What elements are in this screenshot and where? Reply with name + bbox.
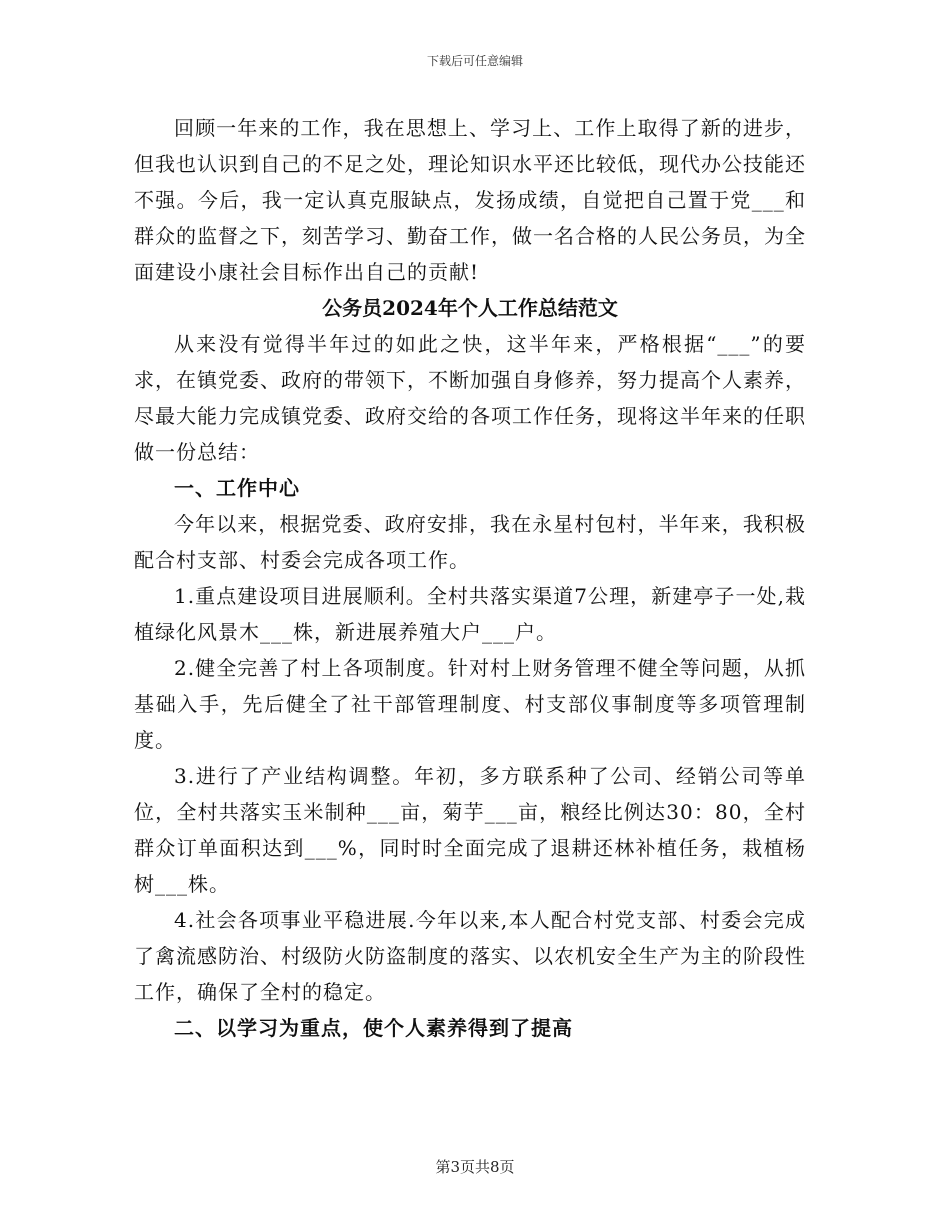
paragraph-item-4: 4.社会各项事业平稳进展.今年以来,本人配合村党支部、村委会完成了禽流感防治、村级防火防盗制度的落实、以农机安全生产为主的阶段性工作，确保了全村的稳定。 — [134, 908, 806, 1004]
paragraph-work-overview: 今年以来，根据党委、政府安排，我在永星村包村，半年来，我积极配合村支部、村委会完成各项工作。 — [134, 512, 806, 572]
paragraph-item-2: 2.健全完善了村上各项制度。针对村上财务管理不健全等问题，从抓基础入手，先后健全了社干部管理制度、村支部仪事制度等多项管理制度。 — [134, 656, 806, 752]
paragraph-intro: 从来没有觉得半年过的如此之快，这半年来，严格根据“___”的要求，在镇党委、政府的带领下，不断加强自身修养，努力提高个人素养，尽最大能力完成镇党委、政府交给的各项工作任务，现将这半年来的任职做一份总结： — [134, 332, 806, 464]
document-body — [134, 110, 806, 1046]
paragraph-review: 回顾一年来的工作，我在思想上、学习上、工作上取得了新的进步，但我也认识到自己的不足之处，理论知识水平还比较低，现代办公技能还不强。今后，我一定认真克服缺点，发扬成绩，自觉把自己置于党___和群众的监督之下，刻苦学习、勤奋工作，做一名合格的人民公务员，为全面建设小康社会目标作出自己的贡献! — [134, 116, 806, 284]
page-header: 下载后可任意编辑 — [426, 54, 523, 68]
page-footer: 第3页共8页 — [435, 1158, 515, 1176]
section-heading-2: 二、以学习为重点，使个人素养得到了提高 — [174, 1016, 573, 1040]
document-title: 公务员2024年个人工作总结范文 — [322, 296, 618, 320]
paragraph-item-1: 1.重点建设项目进展顺利。全村共落实渠道7公理，新建亭子一处,栽植绿化风景木___株，新进展养殖大户___户。 — [134, 584, 806, 644]
paragraph-item-3: 3.进行了产业结构调整。年初，多方联系种了公司、经销公司等单位，全村共落实玉米制种___亩，菊芋___亩，粮经比例达30：80，全村群众订单面积达到___%，同时时全面完成了退耕还林补植任务，栽植杨树___株。 — [134, 764, 806, 896]
section-heading-1: 一、工作中心 — [174, 476, 300, 500]
